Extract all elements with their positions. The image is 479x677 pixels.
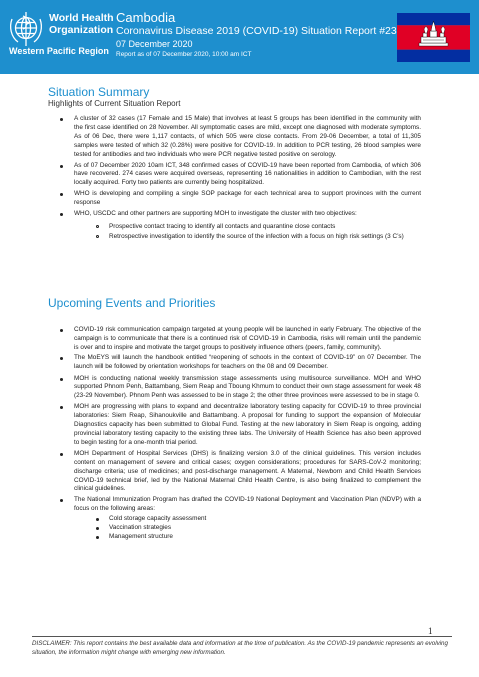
- sub-list-item: [96, 533, 421, 542]
- bullet-icon: [60, 213, 63, 216]
- report-header: [0, 0, 479, 74]
- sub-item-text: Cold storage capacity assessment: [109, 515, 207, 523]
- sub-list-item: [96, 223, 421, 232]
- list-item: [58, 115, 421, 160]
- report-as-of: Report as of 07 December 2020, 10:00 am ICT: [116, 51, 252, 58]
- cambodia-flag-icon: [397, 13, 470, 62]
- list-item: [58, 496, 421, 542]
- report-title: Coronavirus Disease 2019 (COVID-19) Situation Report #23: [116, 25, 397, 37]
- upcoming-item-text: The MoEYS will launch the handbook entitled “reopening of schools in the context of COVID-19” on 07 December. The launch will be followed by orientation workshops for teachers on the 08 and 09 December.: [74, 353, 421, 370]
- sub-list: [96, 223, 421, 242]
- bullet-icon: [96, 518, 99, 521]
- upcoming-item-text: COVID-19 risk communication campaign targeted at young people will be launched in early February. The objective of the campaign is to communicate that there is a continued risk of COVID-19 in Cambodia, risks will remain until the pandemic is over and to inspire and motivate the target groups to positively influence others (peers, family, community).: [74, 326, 421, 351]
- sub-item-text: Retrospective investigation to identify the source of the infection with a focus on high risk settings (3 C’s): [109, 232, 404, 240]
- disclaimer-text: DISCLAIMER: This report contains the best available data and information at the time of publication. As the COVID-19 pandemic represents an evolving situation, the information might change with emerging new information.: [32, 640, 448, 656]
- upcoming-item-text: The National Immunization Program has drafted the COVID-19 National Deployment and Vaccination Plan (NDVP) with a focus on the following areas:: [74, 496, 421, 513]
- bullet-icon: [96, 527, 99, 530]
- list-item: [58, 354, 421, 372]
- sub-list: [96, 515, 421, 542]
- list-item: [58, 190, 421, 208]
- who-emblem-icon: [6, 9, 46, 49]
- upcoming-events-list: [58, 326, 421, 542]
- upcoming-item-text: MOH Department of Hospital Services (DHS) is finalizing version 3.0 of the clinical guidelines. This version includes content on management of severe and critical cases; oxygen considerations; procedures for SARS-CoV-2 monitoring; discharge criteria; use of medicines; and post-discharge management. A Maternal, Newborn and Child Health Services COVID-19 technical brief, led by the National Maternal Child Health Centre, is also being finalized to complement the clinical guidelines.: [74, 449, 421, 493]
- who-wordmark: [49, 13, 114, 36]
- bullet-icon: [60, 329, 63, 332]
- sub-list-item: [96, 233, 421, 242]
- org-name-line-2: Organization: [49, 23, 114, 36]
- page-number: 1: [428, 626, 433, 636]
- sub-list-item: [96, 515, 421, 524]
- bullet-icon: [60, 378, 63, 381]
- upcoming-item-text: MOH are progressing with plans to expand and decentralize laboratory testing capacity for COVID-19 to three provincial laboratories: Siem Reap, Sihanoukville and Battambang. A proposal for funding to support the expansion of Molecular Diagnostics capacity has been submitted to Global Fund. Testing at the new laboratory in Siem Reap is ongoing, adding provincial laboratory testing capacity to the existing three labs. The University of Health Science has also been approved to begin testing for a one-month trial period.: [74, 403, 421, 446]
- upcoming-events-heading: Upcoming Events and Priorities: [48, 296, 216, 310]
- summary-item-text: WHO is developing and compiling a single SOP package for each technical area to support provinces with the current response: [74, 190, 421, 207]
- sub-item-text: Vaccination strategies: [109, 524, 172, 532]
- sub-list-item: [96, 524, 421, 533]
- list-item: [58, 403, 421, 448]
- situation-summary-list: [58, 115, 421, 242]
- footer-divider: [32, 636, 452, 637]
- bullet-icon: [60, 499, 63, 502]
- list-item: [58, 326, 421, 353]
- summary-item-text: WHO, USCDC and other partners are supporting MOH to investigate the cluster with two objectives:: [74, 210, 357, 218]
- bullet-icon: [60, 118, 63, 121]
- bullet-icon: [60, 193, 63, 196]
- org-name-line-1: World Health: [49, 12, 114, 24]
- summary-item-text: A cluster of 32 cases (17 Female and 15 Male) that involves at least 5 groups has been identified in the community with the first case identified on 28 November. All symptomatic cases are mild, except one diagnosed with moderate symptoms. As of 06 Dec, there were 1,117 contacts, of which 505 were close contacts. From 29-06 December, a total of 11,305 samples were tested of which 32 (0.28%) were positive for COVID-19. In addition to PCR testing, 26 blood samples were tested for antibodies and two individuals who were PCR negative tested positive on serology.: [74, 115, 421, 158]
- report-title-block: [116, 10, 397, 59]
- sub-item-text: Prospective contact tracing to identify all contacts and quarantine close contacts: [109, 222, 336, 230]
- bullet-icon: [60, 165, 63, 168]
- upcoming-item-text: MOH is conducting national weekly transmission stage assessments using multisource surveillance. MOH and WHO supported Phnom Penh, Battambang, Siem Reap and Tboung Khmum to conduct their own stage assessment for week 48 (23-29 November). Phnom Penh was assessed to be in stage 2; the other three provinces were assessed to be in stage 0.: [74, 374, 421, 400]
- list-item: [58, 450, 421, 495]
- hollow-bullet-icon: [96, 235, 99, 238]
- list-item: [58, 162, 421, 189]
- region-name: Western Pacific Region: [9, 46, 109, 56]
- situation-summary-heading: Situation Summary: [48, 85, 150, 99]
- bullet-icon: [60, 406, 63, 409]
- list-item: [58, 375, 421, 402]
- bullet-icon: [96, 536, 99, 539]
- report-date: 07 December 2020: [116, 39, 193, 49]
- bullet-icon: [60, 357, 63, 360]
- sub-item-text: Management structure: [109, 532, 173, 540]
- hollow-bullet-icon: [96, 225, 99, 228]
- summary-item-text: As of 07 December 2020 10am ICT, 348 confirmed cases of COVID-19 have been reported from Cambodia, of which 306 have recovered. 274 cases were acquired overseas, representing 16 nationalities in addition to Cambodian, with the rest locally acquired. Forty two patients are currently being hospitalized.: [74, 161, 421, 187]
- list-item: [58, 210, 421, 242]
- country-name: Cambodia: [116, 10, 176, 25]
- situation-summary-subtitle: Highlights of Current Situation Report: [48, 99, 181, 108]
- bullet-icon: [60, 453, 63, 456]
